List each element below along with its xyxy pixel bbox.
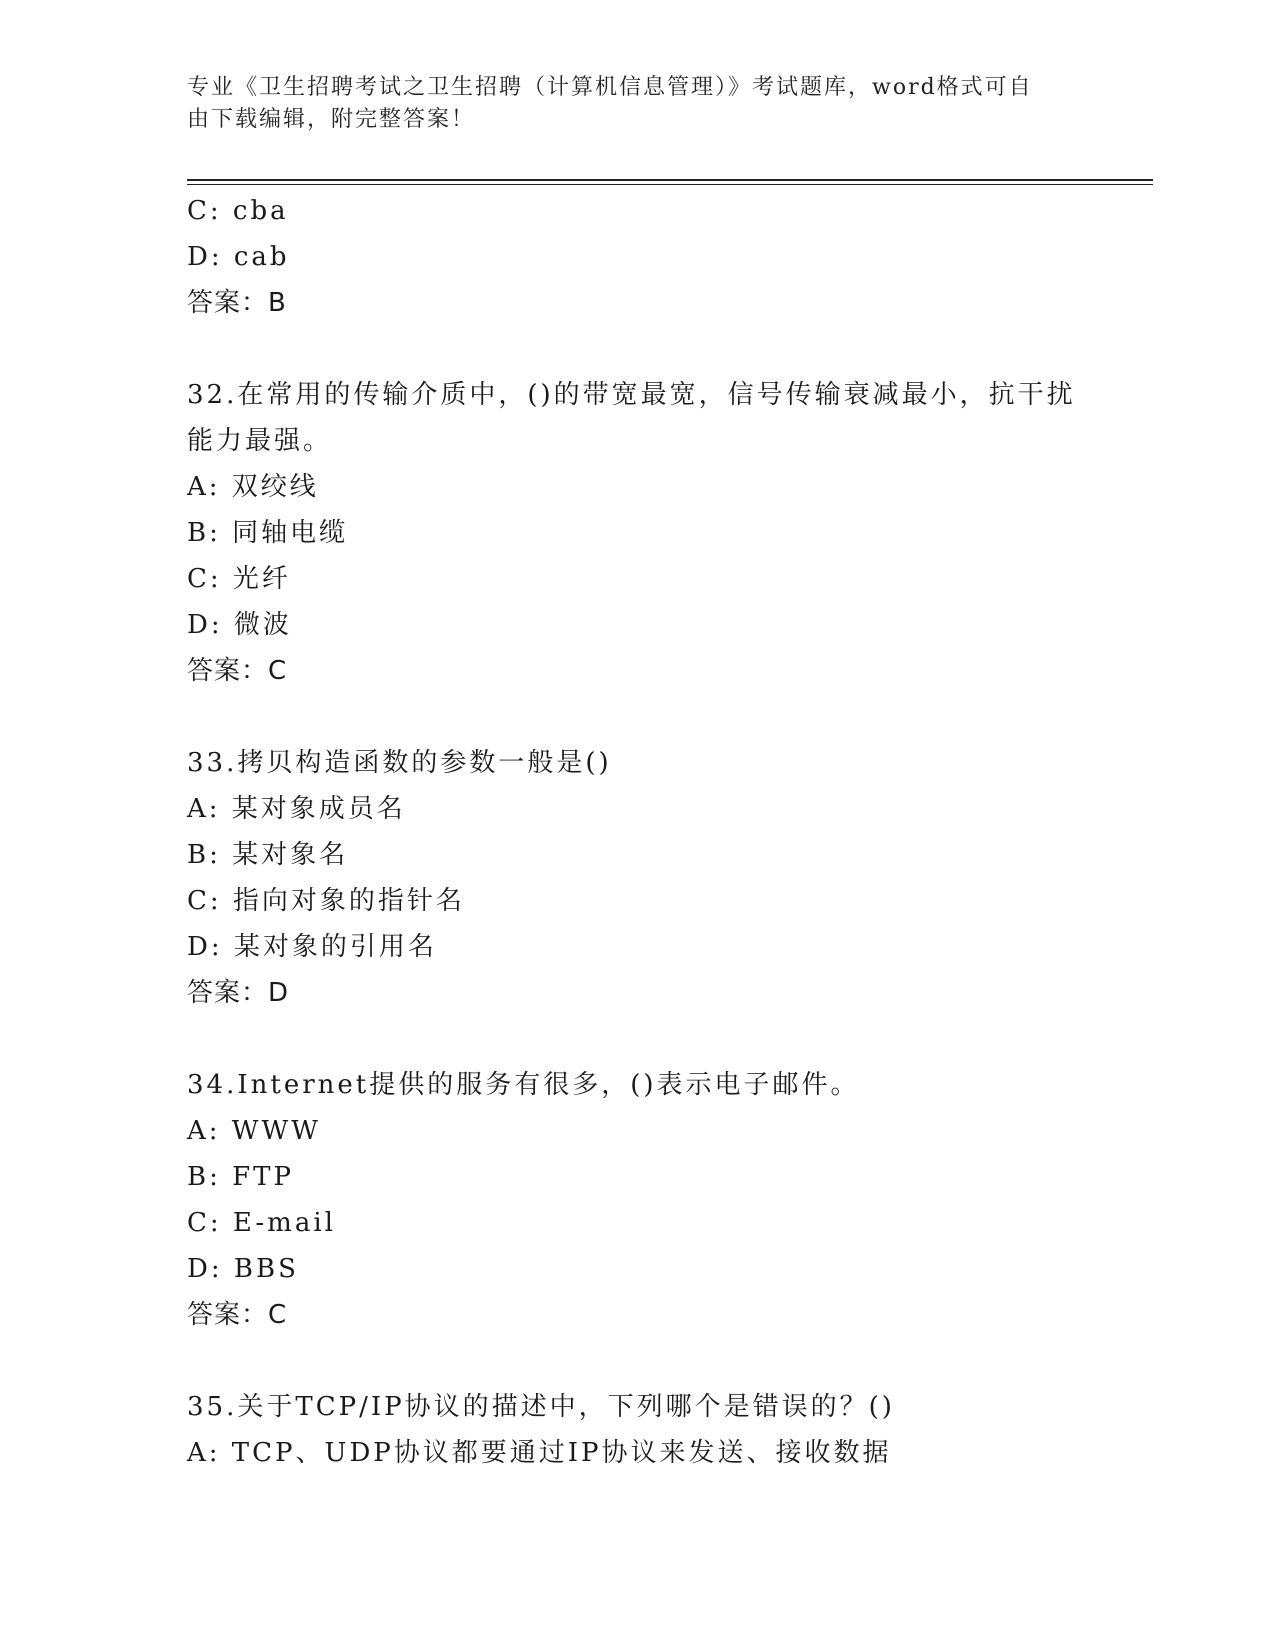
option-c: C: 指向对象的指针名 xyxy=(187,886,465,916)
question-stem: 35.关于TCP/IP协议的描述中，下列哪个是错误的？() xyxy=(187,1392,895,1422)
answer-label: 答案：B xyxy=(187,288,287,318)
option-b: B: 同轴电缆 xyxy=(187,518,349,548)
question-32-block xyxy=(187,372,1087,694)
document-header xyxy=(187,72,1067,136)
question-34-block xyxy=(187,1062,1087,1338)
header-divider-thick xyxy=(187,179,1153,181)
answer-label: 答案：C xyxy=(187,1300,288,1330)
option-d: D: BBS xyxy=(187,1254,299,1284)
header-line-1: 专业《卫生招聘考试之卫生招聘（计算机信息管理）》考试题库，word格式可自 xyxy=(187,75,1033,100)
option-d: D: 某对象的引用名 xyxy=(187,932,437,962)
option-b: B: 某对象名 xyxy=(187,840,349,870)
answer-label: 答案：D xyxy=(187,978,290,1008)
option-d: D: 微波 xyxy=(187,610,292,640)
option-a: A: 双绞线 xyxy=(187,472,319,502)
option-a: A: WWW xyxy=(187,1116,321,1146)
question-stem-continued: 能力最强。 xyxy=(187,426,333,456)
question-31-block xyxy=(187,188,1087,326)
spacer xyxy=(187,326,1087,372)
option-c: C: E-mail xyxy=(187,1208,336,1238)
option-b: B: FTP xyxy=(187,1162,295,1192)
question-35-block xyxy=(187,1384,1087,1476)
option-c: C: 光纤 xyxy=(187,564,291,594)
spacer xyxy=(187,1016,1087,1062)
header-divider-thin xyxy=(187,184,1153,185)
question-stem: 34.Internet提供的服务有很多，()表示电子邮件。 xyxy=(187,1070,860,1100)
question-stem: 33.拷贝构造函数的参数一般是() xyxy=(187,748,612,778)
spacer xyxy=(187,694,1087,740)
header-line-2: 由下载编辑，附完整答案！ xyxy=(187,107,476,132)
answer-label: 答案：C xyxy=(187,656,288,686)
question-33-block xyxy=(187,740,1087,1016)
question-stem: 32.在常用的传输介质中，()的带宽最宽，信号传输衰减最小，抗干扰 xyxy=(187,380,1076,410)
option-a: A: TCP、UDP协议都要通过IP协议来发送、接收数据 xyxy=(187,1438,892,1468)
option-d: D: cab xyxy=(187,242,290,272)
option-a: A: 某对象成员名 xyxy=(187,794,406,824)
question-list xyxy=(187,188,1087,1476)
option-c: C: cba xyxy=(187,196,289,226)
spacer xyxy=(187,1338,1087,1384)
